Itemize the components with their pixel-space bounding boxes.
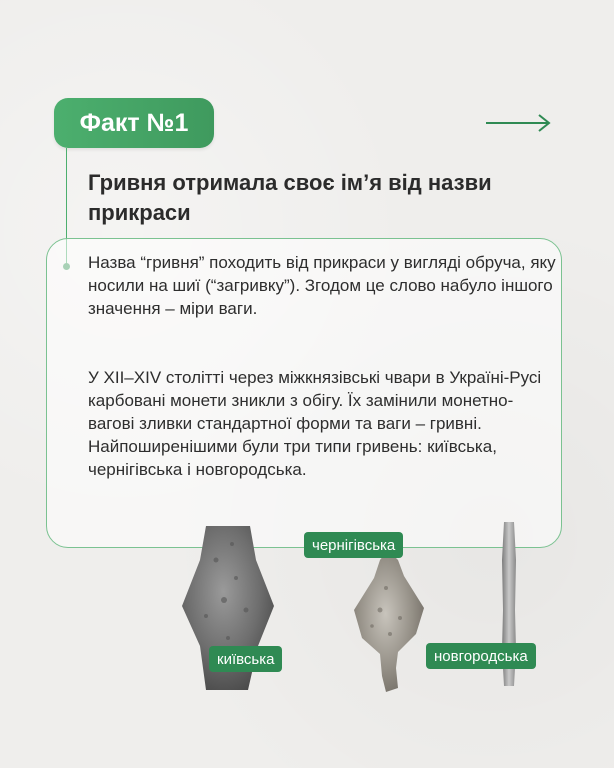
label-chernihiv: чернігівська <box>304 532 403 558</box>
paragraph-2: У XII–XIV столітті через міжкнязівські чвари в Україні-Русі карбовані монети зникли з обігу. Їх замінили монетно-вагові зливки стандартної форми та ваги – гривні. Найпоширенішими були три типи гривень: київська, чернігівська і новгородська. <box>88 368 542 479</box>
label-novgorod: новгородська <box>426 643 536 669</box>
chernihiv-hryvnia-image <box>350 548 430 696</box>
fact-badge: Факт №1 <box>54 98 214 148</box>
arrow-right-icon[interactable] <box>484 112 552 134</box>
paragraph-1: Назва “гривня” походить від прикраси у вигляді обруча, яку носили на шиї (“загривку”). Згодом це слово набуло іншого значення – міри ваги. <box>88 253 556 318</box>
label-kyiv: київська <box>209 646 282 672</box>
fact-heading: Гривня отримала своє ім’я від назви прикраси <box>88 170 492 225</box>
